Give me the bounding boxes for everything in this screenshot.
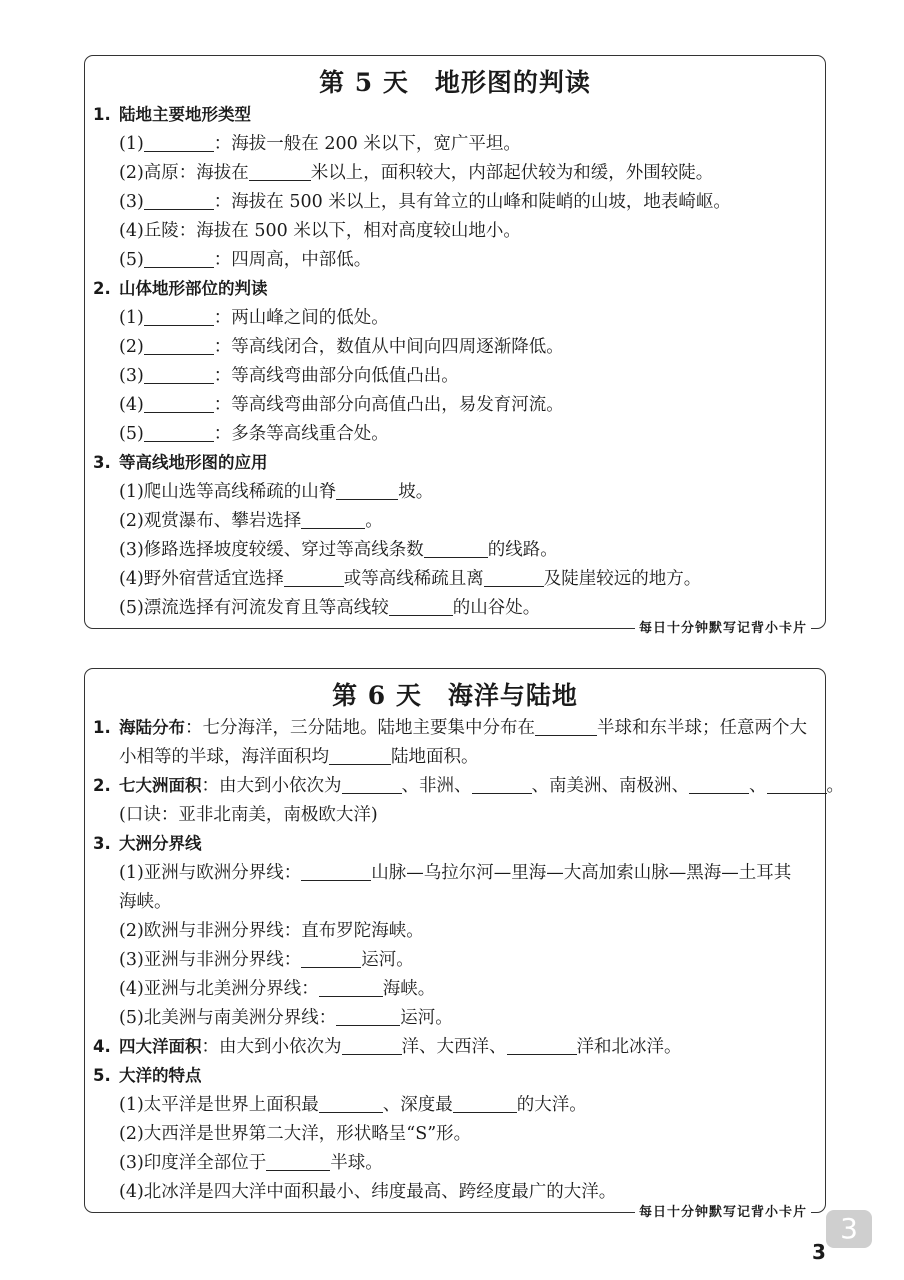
- item-line: (2) ：等高线闭合，数值从中间向四周逐渐降低。: [119, 337, 564, 357]
- item-line: (口诀：亚非北南美，南极欧大洋): [119, 805, 378, 825]
- item-line: (5) ：四周高，中部低。: [119, 250, 372, 270]
- blank[interactable]: [144, 365, 214, 384]
- item-line: (3)亚洲与非洲分界线： 运河。: [119, 950, 414, 970]
- blank[interactable]: [301, 862, 371, 881]
- card-day6: [84, 668, 844, 1220]
- card-footer: 每日十分钟默写记背小卡片: [635, 1204, 811, 1222]
- item-line: (4) ：等高线弯曲部分向高值凸出，易发育河流。: [119, 395, 564, 415]
- card-title: 第 5 天 地形图的判读: [319, 68, 591, 97]
- card-title: 第 6 天 海洋与陆地: [332, 681, 578, 710]
- card-day5: [84, 55, 826, 636]
- blank[interactable]: [689, 775, 749, 794]
- blank[interactable]: [453, 1094, 517, 1113]
- item-line: (1) ：海拔一般在 200 米以下，宽广平坦。: [119, 134, 521, 154]
- blank[interactable]: [507, 1036, 577, 1055]
- item-line: (5) ：多条等高线重合处。: [119, 424, 389, 444]
- item-line: (5)漂流选择有河流发育且等高线较 的山谷处。: [119, 598, 541, 618]
- item-line: (2)观赏瀑布、攀岩选择 。: [119, 511, 383, 531]
- blank[interactable]: [144, 423, 214, 442]
- blank[interactable]: [342, 775, 402, 794]
- section-heading: 2. 山体地形部位的判读: [93, 279, 268, 298]
- item-line: (3) ：等高线弯曲部分向低值凸出。: [119, 366, 459, 386]
- section-heading: 3. 等高线地形图的应用: [93, 453, 268, 472]
- section-heading: 5. 大洋的特点: [93, 1066, 202, 1085]
- item-line: (2)大西洋是世界第二大洋，形状略呈“S”形。: [119, 1124, 472, 1144]
- blank[interactable]: [266, 1152, 330, 1171]
- section-heading: 4. 四大洋面积：由大到小依次为 洋、大西洋、 洋和北冰洋。: [93, 1037, 682, 1057]
- item-line: (5)北美洲与南美洲分界线： 运河。: [119, 1008, 453, 1028]
- item-line: (4)丘陵：海拔在 500 米以下，相对高度较山地小。: [119, 221, 521, 241]
- item-line: (2)欧洲与非洲分界线：直布罗陀海峡。: [119, 921, 424, 941]
- blank[interactable]: [389, 597, 453, 616]
- blank[interactable]: [336, 481, 398, 500]
- blank[interactable]: [319, 1094, 383, 1113]
- blank[interactable]: [424, 539, 488, 558]
- item-line: (3)修路选择坡度较缓、穿过等高线条数 的线路。: [119, 540, 558, 560]
- item-line: (3) ：海拔在 500 米以上，具有耸立的山峰和陡峭的山坡，地表崎岖。: [119, 192, 731, 212]
- blank[interactable]: [301, 949, 361, 968]
- item-line: 小相等的半球，海洋面积均 陆地面积。: [119, 747, 479, 767]
- section-heading: 2. 七大洲面积：由大到小依次为 、非洲、 、南美洲、南极洲、 、 。: [93, 776, 844, 796]
- item-line: (3)印度洋全部位于 半球。: [119, 1153, 383, 1173]
- card-footer: 每日十分钟默写记背小卡片: [635, 620, 811, 638]
- blank[interactable]: [767, 775, 827, 794]
- blank[interactable]: [329, 746, 391, 765]
- blank[interactable]: [144, 133, 214, 152]
- blank[interactable]: [319, 978, 383, 997]
- section-heading: 1. 陆地主要地形类型: [93, 105, 251, 124]
- page-badge: 3: [826, 1210, 872, 1248]
- blank[interactable]: [336, 1007, 400, 1026]
- blank[interactable]: [472, 775, 532, 794]
- blank[interactable]: [144, 249, 214, 268]
- section-heading: 3. 大洲分界线: [93, 834, 202, 853]
- item-line: (4)北冰洋是四大洋中面积最小、纬度最高、跨经度最广的大洋。: [119, 1182, 617, 1202]
- blank[interactable]: [301, 510, 365, 529]
- item-line: (1)太平洋是世界上面积最 、深度最 的大洋。: [119, 1095, 587, 1115]
- blank[interactable]: [144, 336, 214, 355]
- blank[interactable]: [144, 191, 214, 210]
- item-line: (1)爬山选等高线稀疏的山脊 坡。: [119, 482, 434, 502]
- blank[interactable]: [144, 394, 214, 413]
- page-number: 3: [812, 1240, 826, 1264]
- blank[interactable]: [284, 568, 344, 587]
- item-line: (4)亚洲与北美洲分界线： 海峡。: [119, 979, 436, 999]
- blank[interactable]: [144, 307, 214, 326]
- blank[interactable]: [249, 162, 311, 181]
- section-heading: 1. 海陆分布：七分海洋，三分陆地。陆地主要集中分布在 半球和东半球；任意两个大: [93, 718, 807, 738]
- item-line: (1)亚洲与欧洲分界线： 山脉—乌拉尔河—里海—大高加索山脉—黑海—土耳其: [119, 863, 792, 883]
- blank[interactable]: [342, 1036, 402, 1055]
- item-line: (4)野外宿营适宜选择 或等高线稀疏且离 及陡崖较远的地方。: [119, 569, 702, 589]
- blank[interactable]: [535, 717, 597, 736]
- item-line: (1) ：两山峰之间的低处。: [119, 308, 389, 328]
- item-line: (2)高原：海拔在 米以上，面积较大，内部起伏较为和缓，外围较陡。: [119, 163, 714, 183]
- item-line: 海峡。: [119, 892, 172, 912]
- blank[interactable]: [484, 568, 544, 587]
